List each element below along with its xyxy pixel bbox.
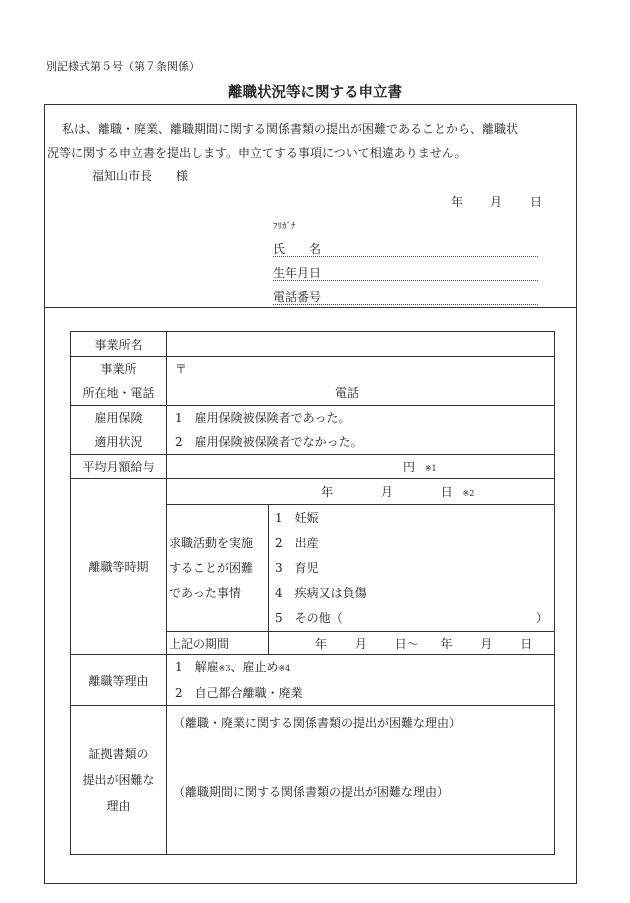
name-label: 氏 名 [273,242,322,256]
period-year: 年 [321,485,334,499]
reason-option-1-text-b: 、雇止め [230,660,279,674]
avg-salary-label: 平均月額給与 [71,455,167,479]
birthdate-label: 生年月日 [273,266,322,280]
reason-option[interactable]: 4 疾病又は負傷 [275,585,367,600]
application-table [70,331,555,855]
reason-option[interactable]: 5 その他（ [275,610,343,625]
evidence-reason-2: （離職期間に関する関係書類の提出が困難な理由） [173,785,450,799]
declaration-line-2: 況等に関する申立書を提出します。申立てする事項について相違ありません。 [47,146,467,160]
office-address-label-1: 事業所 [100,362,137,376]
office-address-label-2: 所在地・電話 [82,386,155,400]
reason-option[interactable]: 2 出産 [275,535,319,550]
reason-label: 離職等理由 [71,655,167,706]
office-address-field[interactable] [167,357,555,406]
reason-option[interactable]: 3 育児 [275,560,319,575]
period-range-field[interactable] [269,632,555,655]
table-row [71,455,555,479]
range-day-1: 日〜 [394,636,419,651]
note-3: ※3 [218,664,231,673]
insurance-option-1[interactable]: 1 雇用保険被保険者であった。 [175,411,351,425]
period-day: 日 [440,485,453,499]
range-year-2: 年 [440,636,453,651]
section-divider [44,307,577,308]
reason-option-1-text: 1 解雇 [175,660,219,674]
name-field[interactable] [273,256,538,257]
period-range-label: 上記の期間 [167,632,269,655]
phone-mark: 電話 [335,386,360,400]
table-row [71,706,555,855]
range-month-1: 月 [354,636,367,651]
office-name-label: 事業所名 [71,332,167,357]
postal-mark: 〒 [175,362,188,376]
difficulty-label-3: であった事情 [169,585,241,600]
range-month-2: 月 [480,636,493,651]
table-row [71,479,555,505]
range-year-1: 年 [315,636,328,651]
evidence-label-1: 証拠書類の [88,747,149,761]
other-close: ） [535,610,548,625]
declaration-line-1: 私は、離職・廃業、離職期間に関する関係書類の提出が困難であることから、離職状 [62,122,519,136]
avg-salary-field[interactable] [167,455,555,479]
phone-field[interactable] [273,304,538,305]
evidence-reason-1: （離職・廃業に関する関係書類の提出が困難な理由） [173,716,462,730]
reason-option-1[interactable] [175,655,548,681]
reason-option[interactable]: 1 妊娠 [275,510,319,525]
reason-option-2[interactable]: 2 自己都合離職・廃業 [175,686,303,700]
insurance-label-2: 適用状況 [94,435,143,449]
period-date-field[interactable] [167,479,555,505]
evidence-label-3: 理由 [106,799,131,813]
note-4: ※4 [278,664,291,673]
evidence-label-2: 提出が困難な [82,773,155,787]
furigana-label: ﾌﾘｶﾞﾅ [273,222,296,232]
note-2: ※2 [462,489,475,498]
table-row [71,332,555,357]
birthdate-field[interactable] [273,280,538,281]
phone-label: 電話番号 [273,290,322,304]
note-1: ※1 [424,464,437,473]
difficulty-label-1: 求職活動を実施 [169,535,254,550]
table-row [71,655,555,706]
date-month: 月 [490,195,503,209]
form-reference: 別記様式第５号（第７条関係） [46,60,200,73]
difficulty-label-2: することが困難 [169,560,254,575]
range-day-2: 日 [520,636,533,651]
period-month: 月 [380,485,393,499]
insurance-label-1: 雇用保険 [94,411,143,425]
table-row [71,406,555,455]
yen-unit: 円 [403,460,416,474]
date-day: 日 [530,195,543,209]
page-title: 離職状況等に関する申立書 [228,85,402,101]
evidence-field[interactable] [167,706,555,855]
addressee: 福知山市長 様 [92,169,189,183]
office-name-field[interactable] [167,332,555,357]
date-year: 年 [451,195,464,209]
period-label: 離職等時期 [71,479,167,655]
insurance-option-2[interactable]: 2 雇用保険被保険者でなかった。 [175,435,363,449]
table-row [71,357,555,406]
